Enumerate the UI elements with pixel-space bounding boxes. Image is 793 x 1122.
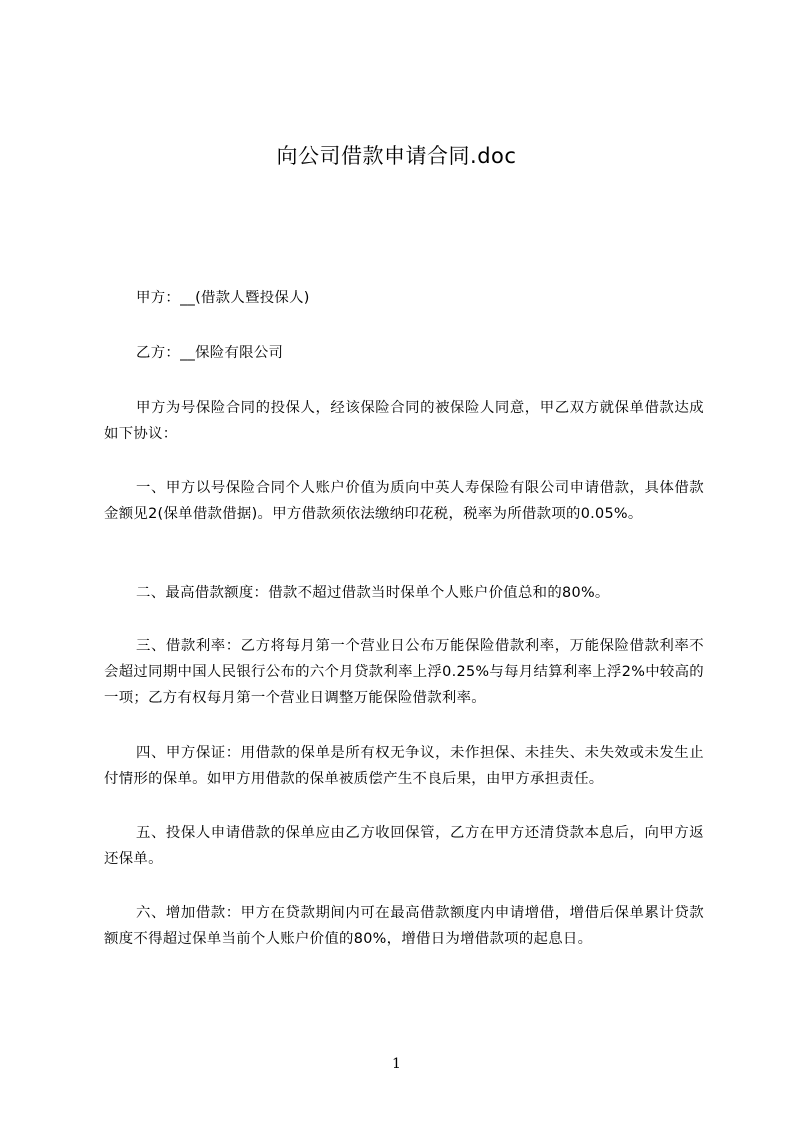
party-a-line: 甲方：__(借款人暨投保人) [136, 290, 310, 306]
clause-5-paragraph: 五、投保人申请借款的保单应由乙方收回保管，乙方在甲方还清贷款本息后，向甲方返还保单。 [104, 825, 704, 867]
clause-1-paragraph: 一、甲方以号保险合同个人账户价值为质向中英人寿保险有限公司申请借款，具体借款金额见2(保单借款借据)。甲方借款须依法缴纳印花税，税率为所借款项的0.05%。 [104, 480, 704, 522]
page-number: 1 [392, 1056, 401, 1072]
clause-2-paragraph: 二、最高借款额度：借款不超过借款当时保单个人账户价值总和的80%。 [136, 585, 610, 601]
clause-6-paragraph: 六、增加借款：甲方在贷款期间内可在最高借款额度内申请增借，增借后保单累计贷款额度不得超过保单当前个人账户价值的80%，增借日为增借款项的起息日。 [104, 905, 704, 947]
clause-4-paragraph: 四、甲方保证：用借款的保单是所有权无争议，未作担保、未挂失、未失效或未发生止付情形的保单。如甲方用借款的保单被质偿产生不良后果，由甲方承担责任。 [104, 745, 704, 787]
document-title: 向公司借款申请合同.doc [276, 144, 517, 168]
preamble-paragraph: 甲方为号保险合同的投保人，经该保险合同的被保险人同意，甲乙双方就保单借款达成如下协议： [104, 400, 704, 442]
clause-3-paragraph: 三、借款利率：乙方将每月第一个营业日公布万能保险借款利率，万能保险借款利率不会超过同期中国人民银行公布的六个月贷款利率上浮0.25%与每月结算利率上浮2%中较高的一项；乙方有权每月第一个营业日调整万能保险借款利率。 [104, 638, 704, 706]
party-b-line: 乙方：__保险有限公司 [136, 345, 284, 361]
